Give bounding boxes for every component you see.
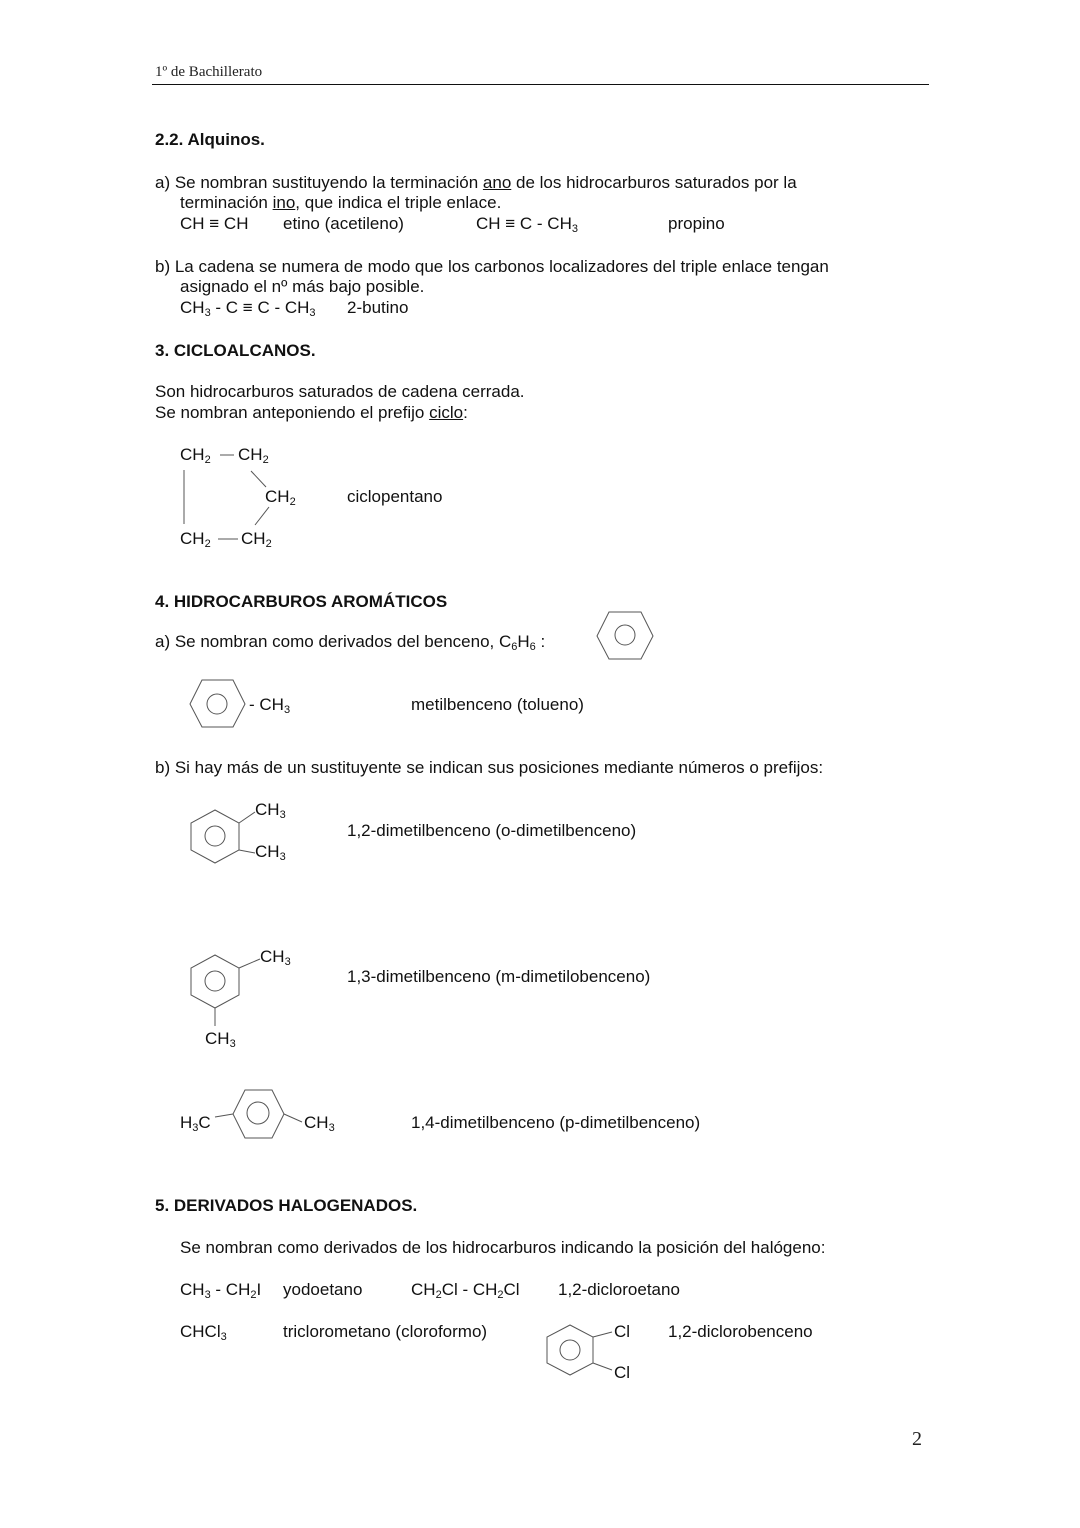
meta-ch3-bottom: $CH_3$ [205,1029,236,1050]
page-number: 2 [912,1428,922,1450]
paragraph-alquinos-a: a) Se nombran sustituyendo la terminación ano de los hidrocarburos saturados por la [155,173,797,192]
aromaticos-a: a) Se nombran como derivados del benceno, $C_6H_6$ : [155,632,546,653]
name-ortho: 1,2-dimetilbenceno (o-dimetilbenceno) [347,821,637,840]
ch2-bottom-right: $CH_2$ [241,529,272,550]
ch2-bottom-left: $CH_2$ [180,529,211,550]
toluene-ring-icon [190,680,245,727]
name-2-butino: 2-butino [347,298,409,317]
formula-propino: CH ≡ C - $CH_3$ [476,214,578,235]
name-meta: 1,3-dimetilbenceno (m-dimetilobenceno) [347,967,651,986]
dichlorobenzene-cl-top: Cl [614,1322,631,1341]
ch2-right: $CH_2$ [265,487,296,508]
para-xylene-ring-icon [215,1090,302,1138]
meta-ch3-top: $CH_3$ [260,947,291,968]
paragraph-alquinos-b-line2: asignado el nº más bajo posible. [180,277,425,296]
name-para: 1,4-dimetilbenceno (p-dimetilbenceno) [411,1113,701,1132]
name-yodoetano: yodoetano [283,1280,363,1299]
name-etino: etino (acetileno) [283,214,404,233]
para-ch3: $CH_3$ [304,1113,335,1134]
paragraph-alquinos-b: b) La cadena se numera de modo que los carbonos localizadores del triple enlace tengan [155,257,829,276]
cicloalcanos-line1: Son hidrocarburos saturados de cadena cerrada. [155,382,525,401]
name-tolueno: metilbenceno (tolueno) [411,695,584,714]
underlined-ino: ino [272,193,296,212]
name-cloroformo: triclorometano (cloroformo) [283,1322,488,1341]
underlined-ano: ano [482,173,512,192]
aromaticos-b: b) Si hay más de un sustituyente se indican sus posiciones mediante números o prefijos: [155,758,824,777]
ch2-top-left: $CH_2$ [180,445,211,466]
paragraph-alquinos-a-line2: terminación ino, que indica el triple enlace. [180,193,502,212]
name-diclorobenceno: 1,2-diclorobenceno [668,1322,813,1341]
name-dicloroetano: 1,2-dicloroetano [558,1280,680,1299]
meta-xylene-ring-icon [191,955,260,1026]
toluene-substituent: - $CH_3$ [249,695,291,716]
benzene-ring-icon [597,612,653,659]
section-title-alquinos: 2.2. Alquinos. [155,130,265,149]
formula-cloroformo: CHCl$_3$ [180,1322,227,1343]
formula-etino: CH ≡ CH [180,214,249,233]
formula-dicloroetano: $CH_2Cl - CH_2Cl$ [411,1280,520,1301]
formula-yodoetano: $CH_3 - CH_2I$ [180,1280,262,1301]
page-header: 1º de Bachillerato [155,64,263,80]
name-propino: propino [668,214,725,233]
formula-2-butino: $CH_3 - C \equiv C - CH_3$ [180,298,316,319]
cicloalcanos-line2: Se nombran anteponiendo el prefijo ciclo: [155,403,468,422]
name-ciclopentano: ciclopentano [347,487,443,506]
section-title-aromaticos: 4. HIDROCARBUROS AROMÁTICOS [155,592,448,611]
para-h3c: $H_3C$ [180,1113,211,1134]
section-title-cicloalcanos: 3. CICLOALCANOS. [155,341,316,360]
ortho-ch3-top: $CH_3$ [255,800,286,821]
halogenados-intro: Se nombran como derivados de los hidrocarburos indicando la posición del halógeno: [180,1238,826,1257]
ortho-xylene-ring-icon [191,810,255,863]
ortho-ch3-bottom: $CH_3$ [255,842,286,863]
dichlorobenzene-ring-icon [547,1325,612,1375]
underlined-ciclo: ciclo [429,403,464,422]
section-title-halogenados: 5. DERIVADOS HALOGENADOS. [155,1196,418,1215]
dichlorobenzene-cl-bottom: Cl [614,1363,631,1382]
ch2-top-right: $CH_2$ [238,445,269,466]
